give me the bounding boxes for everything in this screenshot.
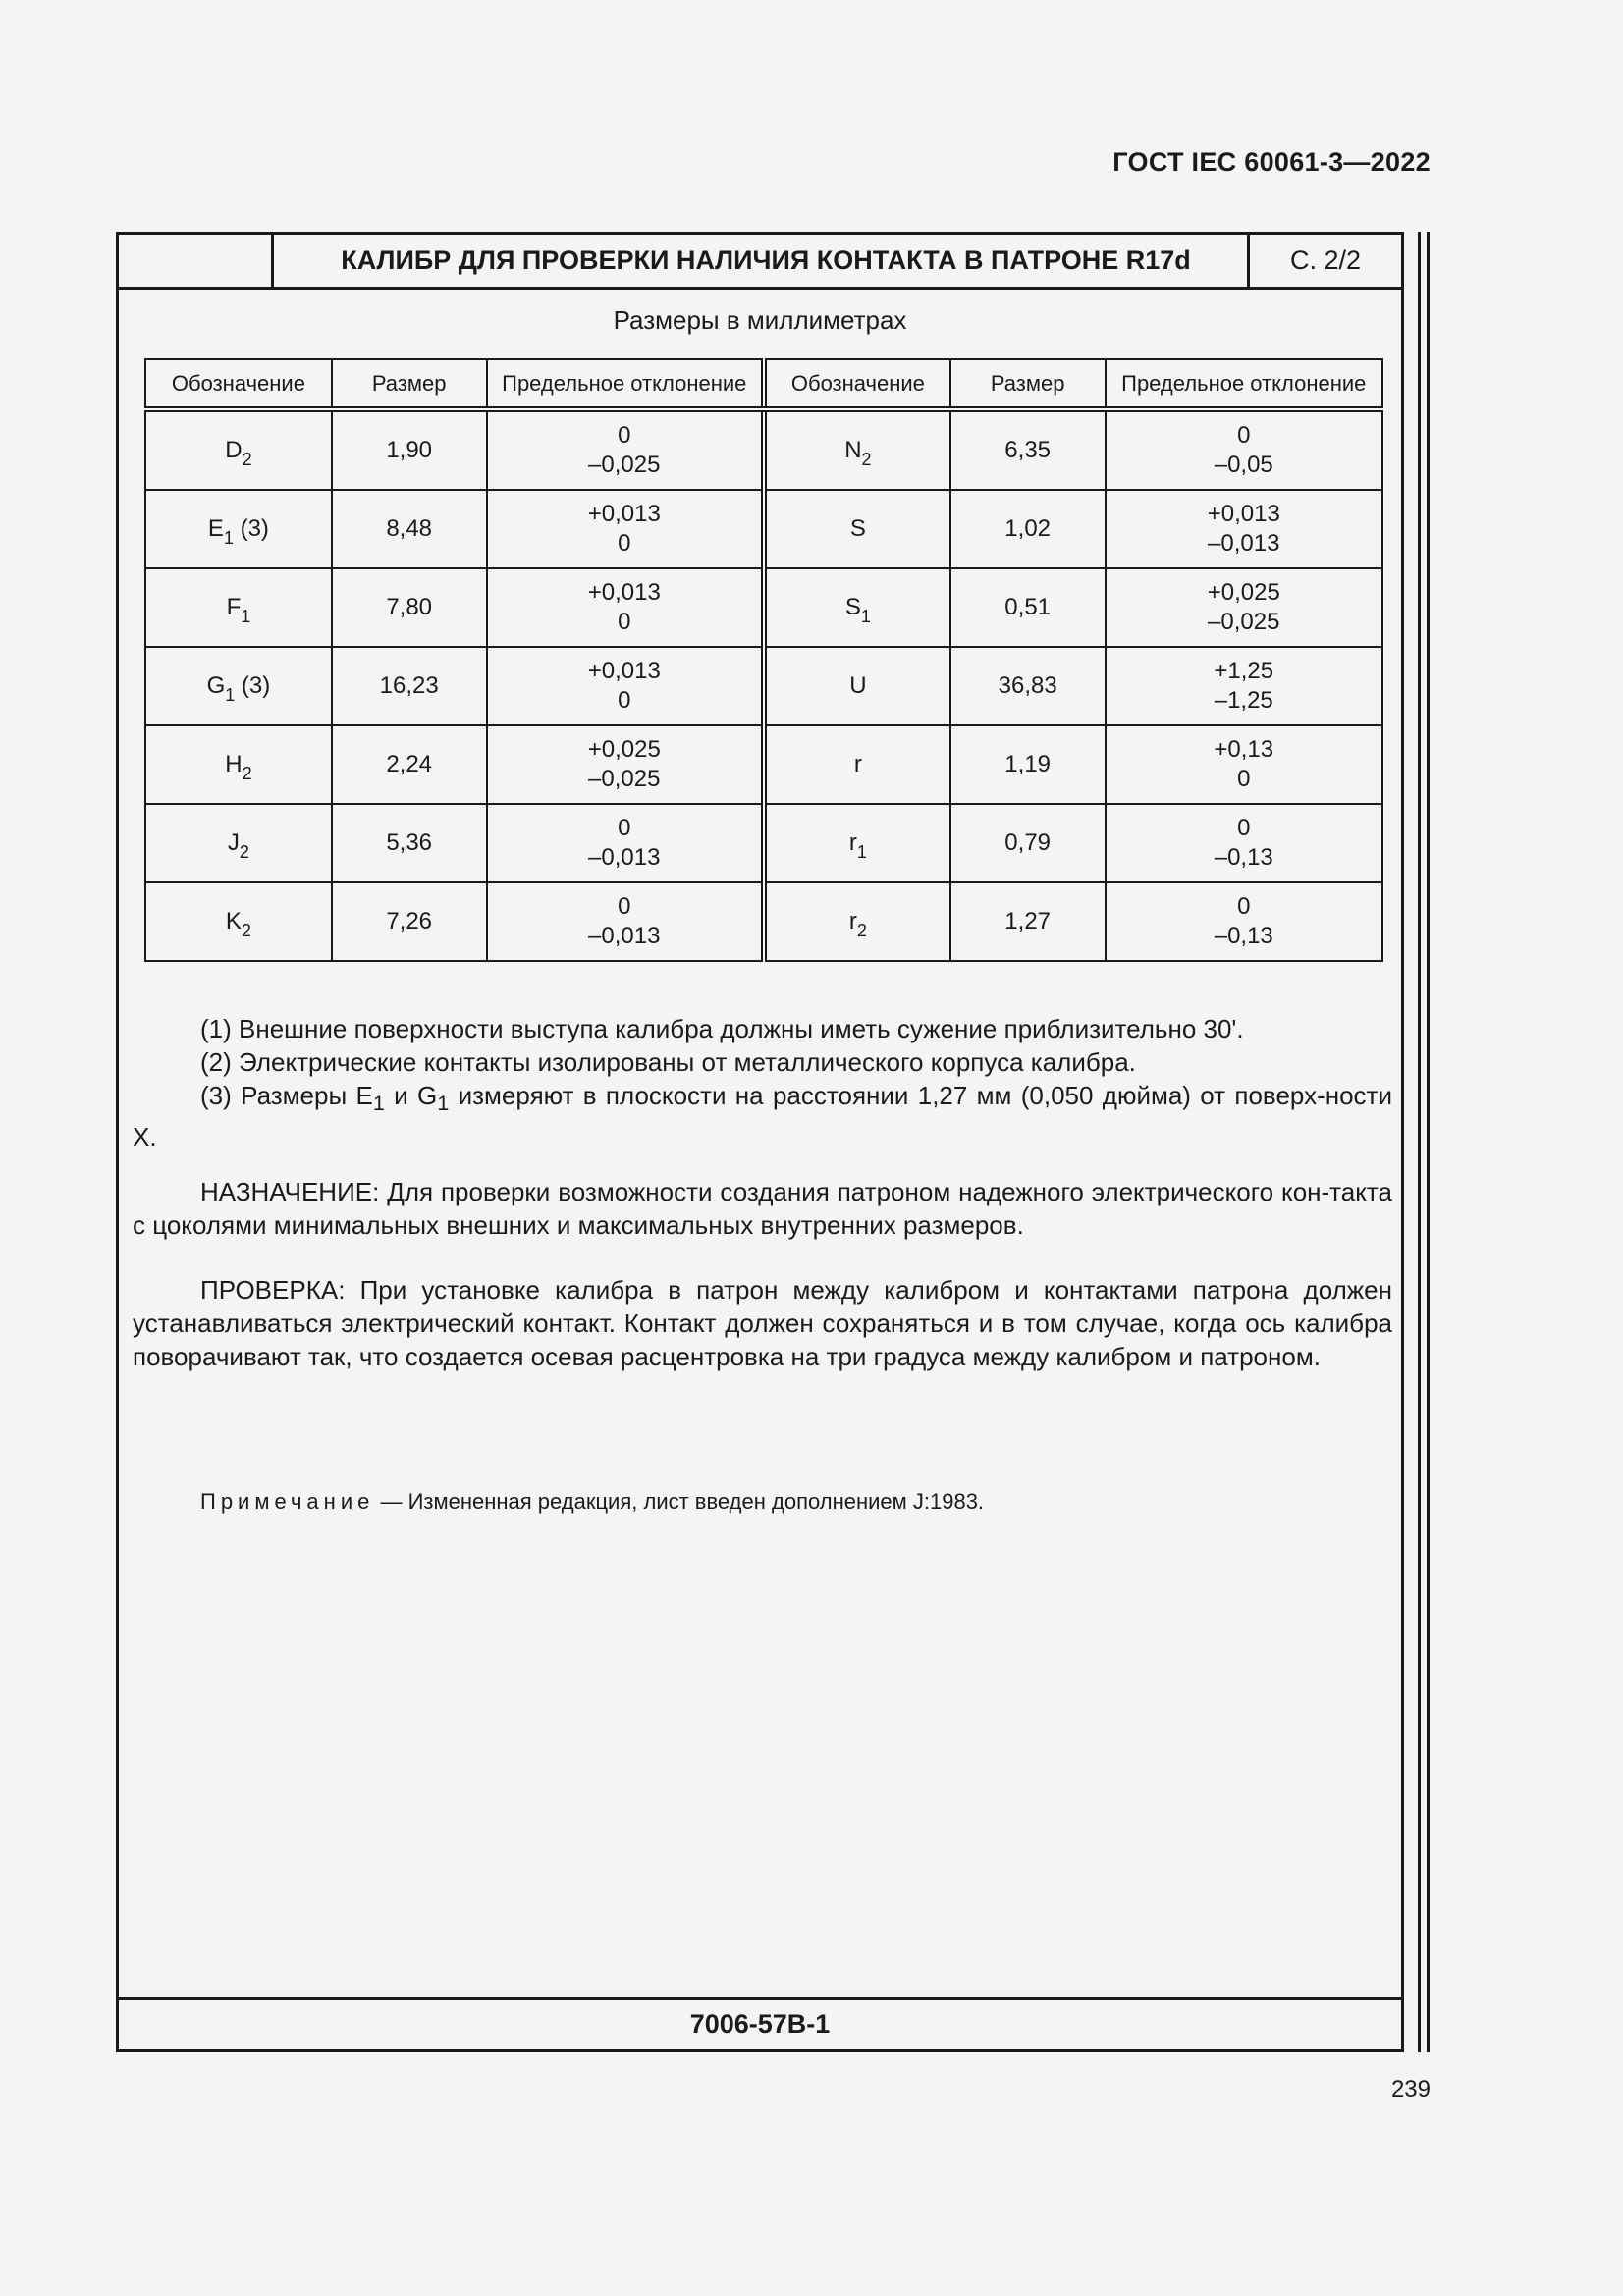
frame-margin-line-2 <box>1427 232 1430 2052</box>
tolerance-cell <box>1106 409 1382 490</box>
symbol: U <box>849 671 867 699</box>
header-designation: Обозначение <box>764 359 950 409</box>
tolerance-cell <box>1106 804 1382 882</box>
header-tolerance: Предельное отклонение <box>1106 359 1382 409</box>
tolerance-upper: 0 <box>618 422 631 449</box>
tolerance-cell <box>487 882 764 961</box>
table-row <box>145 647 1382 725</box>
tolerance-upper: 0 <box>618 893 631 920</box>
table-header-row <box>145 359 1382 409</box>
purpose-block <box>133 1175 1392 1242</box>
header-size: Размер <box>332 359 487 409</box>
size-cell: 8,48 <box>332 490 487 568</box>
designation-cell <box>145 882 332 961</box>
standard-number: ГОСТ IEC 60061-3—2022 <box>1112 147 1431 177</box>
symbol-subscript: 1 <box>223 527 234 548</box>
table-row <box>145 882 1382 961</box>
tolerance-upper: +1,25 <box>1214 658 1274 684</box>
footnote-2: (2) Электрические контакты изолированы от металлического корпуса калибра. <box>200 1047 1136 1077</box>
designation-cell <box>145 490 332 568</box>
title-blank-cell <box>119 235 274 287</box>
sheet-title: КАЛИБР ДЛЯ ПРОВЕРКИ НАЛИЧИЯ КОНТАКТА В ПАТРОНЕ R17d <box>341 245 1191 275</box>
designation-cell <box>145 647 332 725</box>
tolerance-cell <box>1106 647 1382 725</box>
size-cell: 1,27 <box>950 882 1106 961</box>
designation-cell <box>764 409 950 490</box>
symbol: r <box>853 750 862 777</box>
symbol-subscript: 2 <box>242 763 252 783</box>
symbol-subscript: 2 <box>239 841 249 862</box>
footnote-3-sub: 1 <box>437 1091 450 1116</box>
size-cell: 0,51 <box>950 568 1106 647</box>
designation-cell <box>145 804 332 882</box>
table-row <box>145 568 1382 647</box>
symbol: r <box>848 907 857 934</box>
remark-text: — Измененная редакция, лист введен дополнением J:1983. <box>374 1489 985 1514</box>
symbol-subscript: 2 <box>241 920 251 940</box>
symbol-subscript: 1 <box>241 606 251 626</box>
table-row <box>145 490 1382 568</box>
tolerance-upper: 0 <box>1237 893 1251 920</box>
tolerance-upper: +0,025 <box>1207 579 1280 606</box>
tolerance-lower: –0,013 <box>588 923 661 949</box>
dimensions-table <box>144 358 1383 962</box>
symbol: S <box>849 514 866 542</box>
tolerance-upper: 0 <box>1237 815 1251 841</box>
designation-cell <box>145 725 332 804</box>
symbol: S <box>844 593 861 620</box>
symbol: G <box>206 671 226 699</box>
title-row <box>119 235 1401 290</box>
size-cell: 5,36 <box>332 804 487 882</box>
symbol-suffix: (3) <box>235 671 271 699</box>
page-number: 239 <box>1390 2076 1431 2103</box>
tolerance-lower: –0,013 <box>588 844 661 871</box>
header-size: Размер <box>950 359 1106 409</box>
frame-margin-line-1 <box>1418 232 1421 2052</box>
symbol-subscript: 2 <box>861 449 872 469</box>
tolerance-cell <box>487 568 764 647</box>
footnote-1: (1) Внешние поверхности выступа калибра должны иметь сужение приблизительно 30'. <box>200 1014 1244 1043</box>
tolerance-cell <box>1106 725 1382 804</box>
tolerance-cell <box>1106 882 1382 961</box>
tolerance-lower: –0,025 <box>588 452 661 478</box>
tolerance-upper: +0,013 <box>587 579 661 606</box>
designation-cell <box>145 568 332 647</box>
symbol-subscript: 1 <box>225 684 236 705</box>
size-cell: 0,79 <box>950 804 1106 882</box>
size-cell: 2,24 <box>332 725 487 804</box>
remark <box>200 1489 984 1515</box>
tolerance-upper: +0,013 <box>1207 501 1280 527</box>
sheet-code: 7006-57B-1 <box>119 1997 1401 2049</box>
symbol-subscript: 1 <box>860 606 871 626</box>
table-row <box>145 804 1382 882</box>
symbol: r <box>848 828 857 856</box>
symbol-subscript: 2 <box>242 449 252 469</box>
table-row <box>145 409 1382 490</box>
tolerance-lower: 0 <box>1237 766 1251 792</box>
symbol: E <box>207 514 224 542</box>
symbol: N <box>844 436 862 463</box>
designation-cell <box>764 804 950 882</box>
tolerance-cell <box>487 409 764 490</box>
header-tolerance: Предельное отклонение <box>487 359 764 409</box>
size-cell: 36,83 <box>950 647 1106 725</box>
footnote-3-part: (3) Размеры E <box>200 1081 373 1110</box>
tolerance-cell <box>487 725 764 804</box>
tolerance-lower: 0 <box>618 687 631 714</box>
table-row <box>145 725 1382 804</box>
tolerance-lower: –0,13 <box>1214 844 1273 871</box>
tolerance-cell <box>487 490 764 568</box>
designation-cell <box>764 882 950 961</box>
footnotes <box>133 1012 1392 1153</box>
tolerance-cell <box>1106 490 1382 568</box>
header-designation: Обозначение <box>145 359 332 409</box>
tolerance-lower: –0,05 <box>1214 452 1273 478</box>
symbol: K <box>225 907 242 934</box>
symbol: H <box>225 750 243 777</box>
tolerance-cell <box>487 647 764 725</box>
designation-cell <box>764 647 950 725</box>
footnote-3 <box>133 1079 1392 1153</box>
size-cell: 16,23 <box>332 647 487 725</box>
size-cell: 7,80 <box>332 568 487 647</box>
tolerance-lower: –0,013 <box>1208 530 1280 557</box>
tolerance-upper: +0,13 <box>1214 736 1274 763</box>
purpose-paragraph: НАЗНАЧЕНИЕ: Для проверки возможности создания патроном надежного электрического кон-такта с цоколями минимальных внешних и максимальных внутренних размеров. <box>133 1177 1392 1240</box>
designation-cell <box>145 409 332 490</box>
symbol-suffix: (3) <box>233 514 269 542</box>
units-caption: Размеры в миллиметрах <box>613 305 907 335</box>
table-body <box>145 409 1382 961</box>
remark-label: Примечание <box>200 1489 375 1514</box>
sheet-frame <box>116 232 1404 2052</box>
tolerance-lower: –0,025 <box>1208 609 1280 635</box>
tolerance-upper: 0 <box>1237 422 1251 449</box>
tolerance-lower: 0 <box>618 609 631 635</box>
designation-cell <box>764 725 950 804</box>
symbol: J <box>227 828 240 856</box>
check-block <box>133 1273 1392 1373</box>
footnote-3-sub: 1 <box>372 1091 385 1116</box>
size-cell: 6,35 <box>950 409 1106 490</box>
size-cell: 1,90 <box>332 409 487 490</box>
tolerance-upper: +0,025 <box>587 736 661 763</box>
tolerance-upper: 0 <box>618 815 631 841</box>
tolerance-cell <box>1106 568 1382 647</box>
size-cell: 1,02 <box>950 490 1106 568</box>
tolerance-lower: –0,025 <box>588 766 661 792</box>
size-cell: 1,19 <box>950 725 1106 804</box>
designation-cell <box>764 490 950 568</box>
tolerance-lower: 0 <box>618 530 631 557</box>
footnote-3-part: и G <box>384 1081 438 1110</box>
symbol-subscript: 1 <box>856 841 867 862</box>
footnote-3-part: измеряют в плоскости на расстоянии 1,27 мм (0,050 дюйма) от поверх-ности X. <box>133 1081 1392 1152</box>
tolerance-upper: +0,013 <box>587 501 661 527</box>
tolerance-lower: –1,25 <box>1214 687 1273 714</box>
designation-cell <box>764 568 950 647</box>
symbol-subscript: 2 <box>856 920 867 940</box>
tolerance-cell <box>487 804 764 882</box>
tolerance-lower: –0,13 <box>1214 923 1273 949</box>
symbol: D <box>225 436 243 463</box>
tolerance-upper: +0,013 <box>587 658 661 684</box>
sheet-page-indicator: С. 2/2 <box>1247 235 1401 287</box>
symbol: F <box>226 593 242 620</box>
check-paragraph: ПРОВЕРКА: При установке калибра в патрон между калибром и контактами патрона должен устанавливаться электрический контакт. Контакт должен сохраняться и в том случае, когда ось калибра поворачивают так, что создается осевая расцентровка на три градуса между калибром и патроном. <box>133 1275 1392 1371</box>
size-cell: 7,26 <box>332 882 487 961</box>
